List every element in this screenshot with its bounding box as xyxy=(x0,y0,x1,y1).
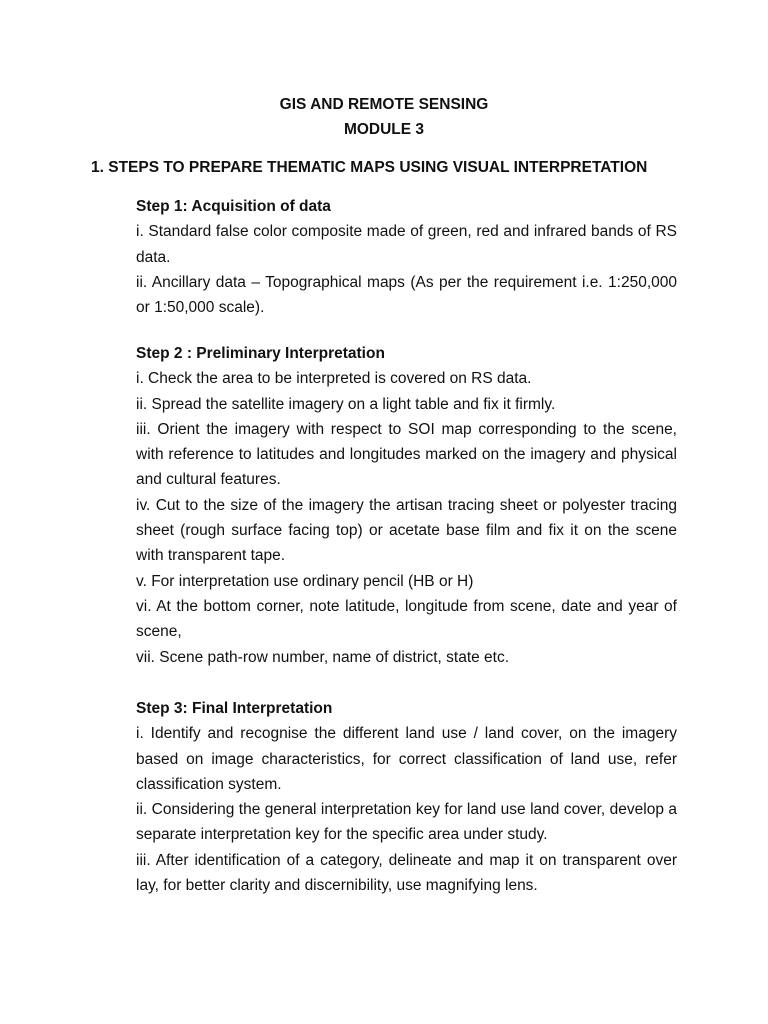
step-3-item-3: iii. After identification of a category, delineate and map it on transparent over lay, for better clarity and discernibility, use magnifying lens. xyxy=(136,851,677,895)
step-2-item-7: vii. Scene path-row number, name of district, state etc. xyxy=(136,648,510,666)
step-1-heading: Step 1: Acquisition of data xyxy=(136,198,331,215)
step-2-item-2: ii. Spread the satellite imagery on a light table and fix it firmly. xyxy=(136,395,556,413)
module-title: MODULE 3 xyxy=(343,121,425,138)
step-2-item-1: i. Check the area to be interpreted is covered on RS data. xyxy=(136,370,532,388)
step-2-item-6: vi. At the bottom corner, note latitude, longitude from scene, date and year of scene, xyxy=(136,597,677,641)
step-3-heading: Step 3: Final Interpretation xyxy=(136,700,333,717)
step-2-item-3: iii. Orient the imagery with respect to SOI map corresponding to the scene, with reference to latitudes and longitudes marked on the imagery and physical and cultural features. xyxy=(136,420,677,489)
step-3-item-2: ii. Considering the general interpretation key for land use land cover, develop a separate interpretation key for the specific area under study. xyxy=(136,801,677,844)
step-3-block xyxy=(136,696,677,898)
step-2-heading: Step 2 : Preliminary Interpretation xyxy=(136,345,385,362)
document-title: GIS AND REMOTE SENSING xyxy=(279,96,489,113)
section-heading: 1. STEPS TO PREPARE THEMATIC MAPS USING VISUAL INTERPRETATION xyxy=(91,159,648,176)
step-2-item-5: v. For interpretation use ordinary pencil (HB or H) xyxy=(136,572,474,590)
step-1-block xyxy=(136,194,677,320)
step-1-item-1: i. Standard false color composite made of green, red and infrared bands of RS data. xyxy=(136,223,677,266)
step-1-item-2: ii. Ancillary data – Topographical maps (As per the requirement i.e. 1:250,000 or 1:50,000 scale). xyxy=(136,273,677,317)
step-2-block xyxy=(136,341,677,670)
step-3-item-1: i. Identify and recognise the different land use / land cover, on the imagery based on image characteristics, for correct classification of land use, refer classification system. xyxy=(136,725,677,793)
step-2-item-4: iv. Cut to the size of the imagery the artisan tracing sheet or polyester tracing sheet (rough surface facing top) or acetate base film and fix it on the scene with transparent tape. xyxy=(136,496,677,565)
